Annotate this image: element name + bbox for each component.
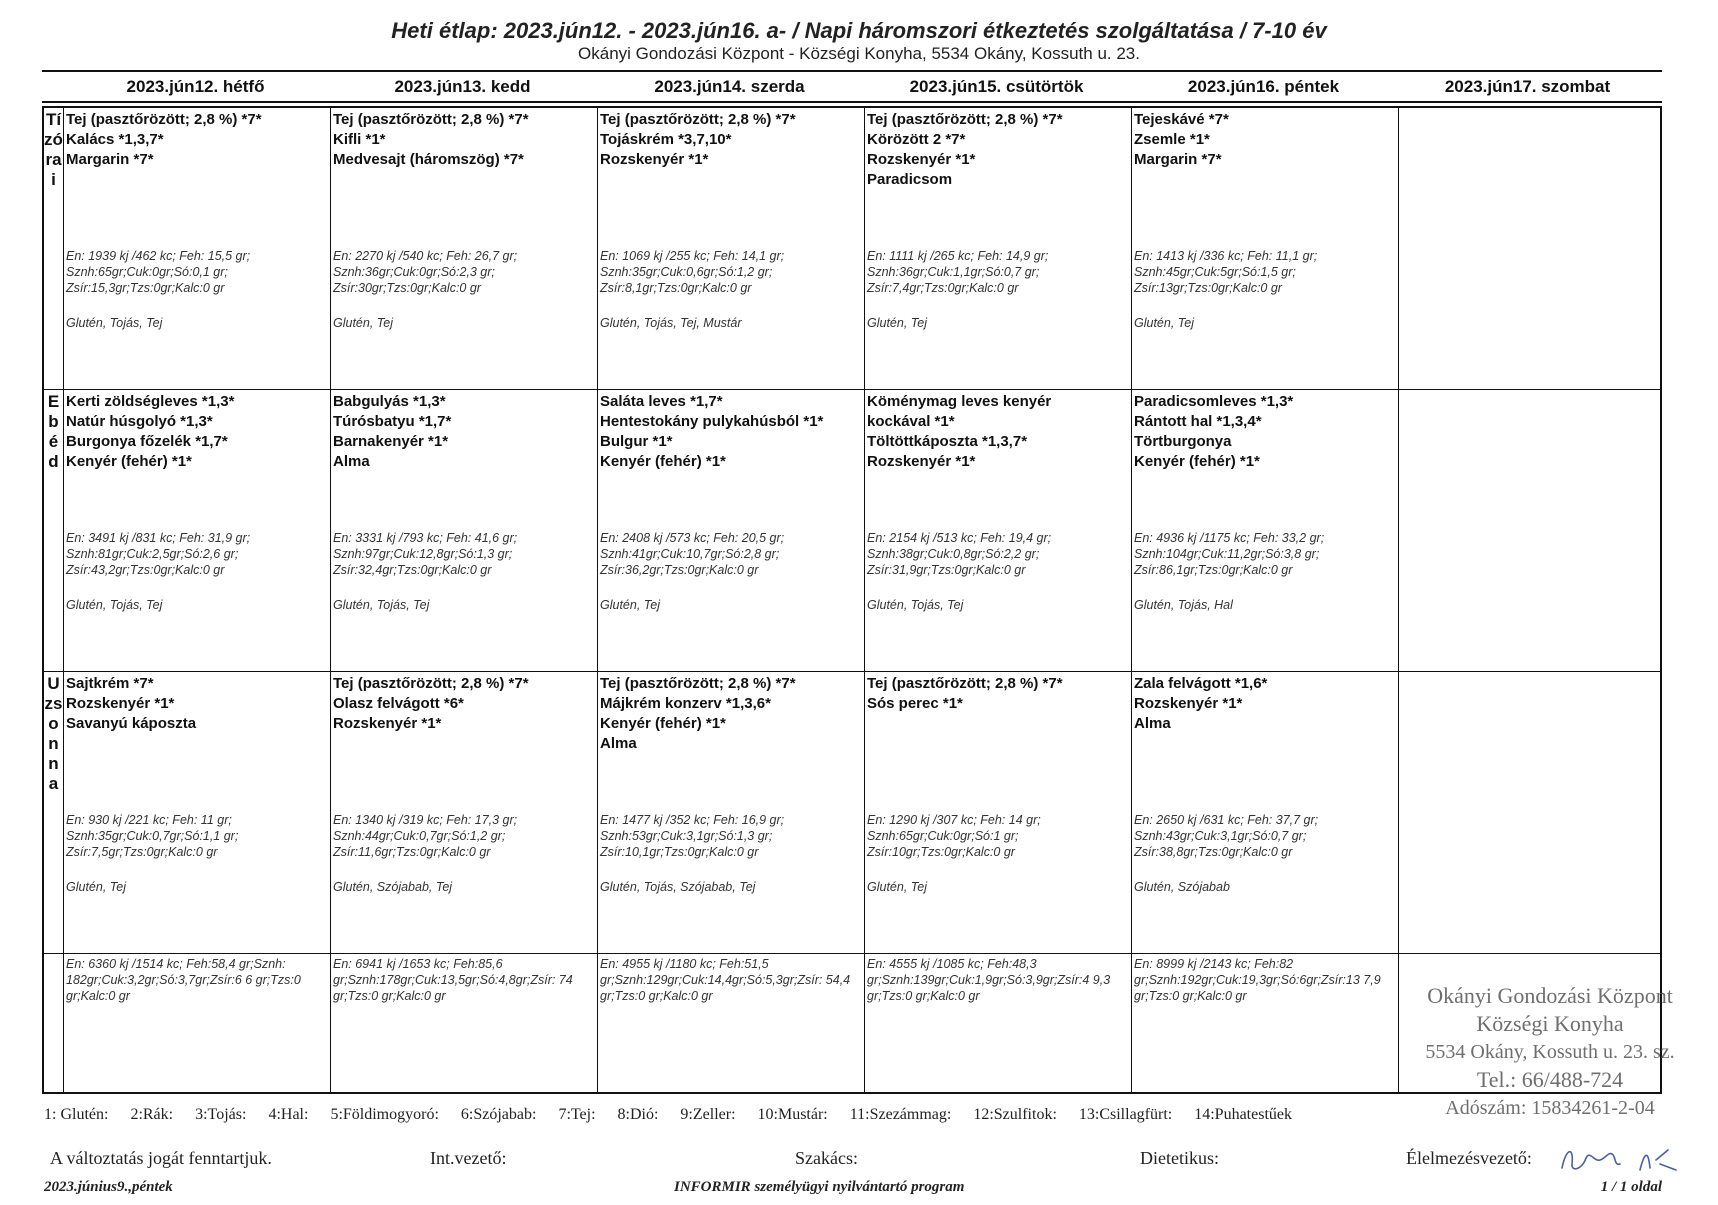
nutrition-line: Zsír:32,4gr;Tzs:0gr;Kalc:0 gr: [333, 563, 492, 577]
nutrition-line: En: 930 kj /221 kc; Feh: 11 gr;: [66, 813, 232, 827]
dish-item: Tej (pasztőrözött; 2,8 %) *7*: [600, 675, 796, 692]
nutrition-line: En: 3331 kj /793 kc; Feh: 41,6 gr;: [333, 531, 518, 545]
dish-item: Margarin *7*: [66, 151, 154, 168]
nutrition-line: Sznh:53gr;Cuk:3,1gr;Só:1,3 gr;: [600, 829, 773, 843]
allergen-list: Glutén, Tojás, Szójabab, Tej: [600, 880, 756, 894]
meal-cell-tuesday: [331, 390, 598, 672]
nutrition-line: Sznh:97gr;Cuk:12,8gr;Só:1,3 gr;: [333, 547, 513, 561]
stamp-line: Adószám: 15834261-2-04: [1445, 1097, 1655, 1119]
dish-item: Medvesajt (háromszög) *7*: [333, 151, 524, 168]
institution-stamp: [1385, 982, 1715, 1122]
nutrition-line: En: 4936 kj /1175 kc; Feh: 33,2 gr;: [1134, 531, 1325, 545]
dish-list: [64, 672, 330, 734]
dish-list: [1399, 390, 1660, 392]
stamp-line: Tel.: 66/488-724: [1476, 1067, 1624, 1092]
nutrition-info: [333, 530, 595, 578]
nutrition-line: Zsír:15,3gr;Tzs:0gr;Kalc:0 gr: [66, 281, 225, 295]
dish-item: Barnakenyér *1*: [333, 433, 449, 450]
dish-item: Köménymag leves kenyér: [867, 393, 1052, 410]
nutrition-line: Zsír:7,4gr;Tzs:0gr;Kalc:0 gr: [867, 281, 1019, 295]
handwritten-signature: [1556, 1140, 1706, 1176]
dish-item: Rántott hal *1,3,4*: [1134, 413, 1262, 430]
dish-list: [64, 390, 330, 472]
dish-list: [598, 672, 864, 754]
nutrition-line: Zsír:13gr;Tzs:0gr;Kalc:0 gr: [1134, 281, 1282, 295]
nutrition-line: En: 2408 kj /573 kc; Feh: 20,5 gr;: [600, 531, 785, 545]
legend-item: 8:Dió:: [617, 1106, 659, 1123]
nutrition-line: Zsír:43,2gr;Tzs:0gr;Kalc:0 gr: [66, 563, 225, 577]
legend-item: 6:Szójabab:: [460, 1106, 537, 1123]
allergen-list: Glutén, Tej: [867, 316, 927, 330]
dish-item: Sós perec *1*: [867, 695, 963, 712]
meal-cell-thursday: [865, 108, 1132, 390]
dish-list: [865, 672, 1131, 714]
day-header-saturday: 2023.jún17. szombat: [1444, 77, 1611, 96]
dish-item: Töltöttkáposzta *1,3,7*: [867, 433, 1028, 450]
daily-total-text: En: 8999 kj /2143 kc; Feh:82 gr;Sznh:192gr;Cuk:19,3gr;Só:6gr;Zsír:13 7,9 gr;Tzs:0 gr;Kalc:0 gr: [1134, 957, 1381, 1003]
nutrition-info: [600, 812, 862, 860]
nutrition-line: Zsír:8,1gr;Tzs:0gr;Kalc:0 gr: [600, 281, 752, 295]
allergen-list: Glutén, Szójabab: [1134, 880, 1230, 894]
day-header-spacer: [42, 73, 62, 101]
nutrition-info: [600, 248, 862, 296]
stamp-line: Községi Konyha: [1476, 1011, 1624, 1036]
header-rule: [42, 70, 1662, 72]
nutrition-line: Zsír:7,5gr;Tzs:0gr;Kalc:0 gr: [66, 845, 218, 859]
day-header-wednesday: 2023.jún14. szerda: [654, 77, 805, 96]
daily-total-monday: [64, 954, 331, 1092]
daily-total-tuesday: [331, 954, 598, 1092]
allergen-list: Glutén, Tej: [867, 880, 927, 894]
dish-list: [1399, 672, 1660, 674]
dish-item: Tej (pasztőrözött; 2,8 %) *7*: [600, 111, 796, 128]
nutrition-line: En: 1340 kj /319 kc; Feh: 17,3 gr;: [333, 813, 518, 827]
nutrition-line: Sznh:65gr;Cuk:0gr;Só:0,1 gr;: [66, 265, 228, 279]
legend-item: 1: Glutén:: [44, 1106, 109, 1123]
daily-total-wednesday: [598, 954, 865, 1092]
dish-item: Tej (pasztőrözött; 2,8 %) *7*: [867, 111, 1063, 128]
legend-item: 9:Zeller:: [680, 1106, 736, 1123]
allergen-list: Glutén, Tojás, Tej: [66, 598, 163, 612]
nutrition-line: En: 2650 kj /631 kc; Feh: 37,7 gr;: [1134, 813, 1319, 827]
meal-cell-monday: [64, 672, 331, 954]
allergen-legend: [44, 1106, 1704, 1124]
daily-total-thursday: [865, 954, 1132, 1092]
dish-list: [331, 390, 597, 472]
dish-item: Saláta leves *1,7*: [600, 393, 723, 410]
allergen-list: Glutén, Tojás, Tej: [333, 598, 430, 612]
dish-item: Kenyér (fehér) *1*: [600, 453, 726, 470]
dietetikus-label: Dietetikus:: [1140, 1148, 1219, 1168]
nutrition-line: Sznh:38gr;Cuk:0,8gr;Só:2,2 gr;: [867, 547, 1040, 561]
legend-item: 14:Puhatestűek: [1194, 1106, 1292, 1123]
dish-list: [64, 108, 330, 170]
dish-item: Tej (pasztőrözött; 2,8 %) *7*: [333, 675, 529, 692]
dish-item: Törtburgonya: [1134, 433, 1232, 450]
legend-item: 11:Szezámmag:: [849, 1106, 952, 1123]
legend-item: 3:Tojás:: [195, 1106, 247, 1123]
day-header-row: [42, 73, 1662, 103]
dish-item: Tej (pasztőrözött; 2,8 %) *7*: [66, 111, 262, 128]
meal-cell-wednesday: [598, 672, 865, 954]
signature-row: [50, 1148, 1650, 1170]
nutrition-line: Sznh:43gr;Cuk:3,1gr;Só:0,7 gr;: [1134, 829, 1307, 843]
dish-list: [865, 108, 1131, 190]
nutrition-line: Sznh:36gr;Cuk:0gr;Só:2,3 gr;: [333, 265, 495, 279]
totals-label-cell: [44, 954, 64, 1092]
allergen-list: Glutén, Szójabab, Tej: [333, 880, 453, 894]
meal-cell-friday: [1132, 108, 1399, 390]
nutrition-line: Zsír:10,1gr;Tzs:0gr;Kalc:0 gr: [600, 845, 759, 859]
dish-item: Rozskenyér *1*: [867, 453, 976, 470]
meal-label-0: Tízórai: [44, 110, 63, 189]
dish-item: Tejeskávé *7*: [1134, 111, 1229, 128]
dish-item: Rozskenyér *1*: [600, 151, 709, 168]
nutrition-info: [867, 812, 1129, 860]
szakacs-label: Szakács:: [795, 1148, 858, 1168]
dish-item: Kerti zöldségleves *1,3*: [66, 393, 235, 410]
meal-cell-thursday: [865, 672, 1132, 954]
dish-list: [1399, 108, 1660, 110]
meal-cell-wednesday: [598, 390, 865, 672]
day-header-thursday: 2023.jún15. csütörtök: [909, 77, 1084, 96]
dish-item: Burgonya főzelék *1,7*: [66, 433, 228, 450]
dish-item: Kifli *1*: [333, 131, 386, 148]
dish-item: Rozskenyér *1*: [867, 151, 976, 168]
dish-list: [1132, 390, 1398, 472]
program-name: INFORMIR személyügyi nyilvántartó program: [674, 1179, 965, 1195]
dish-item: Alma: [333, 453, 370, 470]
dish-item: Rozskenyér *1*: [333, 715, 442, 732]
dish-item: Alma: [1134, 715, 1171, 732]
nutrition-line: En: 2270 kj /540 kc; Feh: 26,7 gr;: [333, 249, 518, 263]
dish-item: Körözött 2 *7*: [867, 131, 966, 148]
nutrition-line: Sznh:45gr;Cuk:5gr;Só:1,5 gr;: [1134, 265, 1296, 279]
dish-item: Sajtkrém *7*: [66, 675, 154, 692]
meal-label-1: Ebéd: [47, 392, 60, 471]
dish-list: [1132, 108, 1398, 170]
daily-total-text: En: 6941 kj /1653 kc; Feh:85,6 gr;Sznh:178gr;Cuk:13,5gr;Só:4,8gr;Zsír: 74 gr;Tzs:0 gr;Kalc:0 gr: [333, 957, 573, 1003]
allergen-list: Glutén, Tojás, Tej: [66, 316, 163, 330]
meal-label-cell: [44, 108, 64, 390]
allergen-list: Glutén, Tojás, Tej, Mustár: [600, 316, 742, 330]
menu-subtitle: Okányi Gondozási Központ - Községi Konyha, 5534 Okány, Kossuth u. 23.: [578, 44, 1140, 63]
nutrition-line: Sznh:41gr;Cuk:10,7gr;Só:2,8 gr;: [600, 547, 780, 561]
nutrition-info: [333, 812, 595, 860]
nutrition-line: Zsír:31,9gr;Tzs:0gr;Kalc:0 gr: [867, 563, 1026, 577]
meal-cell-tuesday: [331, 108, 598, 390]
day-header-friday: 2023.jún16. péntek: [1187, 77, 1340, 96]
nutrition-line: Sznh:65gr;Cuk:0gr;Só:1 gr;: [867, 829, 1019, 843]
nutrition-line: Zsír:38,8gr;Tzs:0gr;Kalc:0 gr: [1134, 845, 1293, 859]
dish-list: [865, 390, 1131, 472]
legend-item: 12:Szulfitok:: [973, 1106, 1057, 1123]
menu-title: Heti étlap: 2023.jún12. - 2023.jún16. a- / Napi háromszori étkeztetés szolgáltatása / 7-10 év: [391, 18, 1327, 43]
dish-item: Kenyér (fehér) *1*: [600, 715, 726, 732]
dish-item: Rozskenyér *1*: [66, 695, 175, 712]
nutrition-info: [600, 530, 862, 578]
nutrition-line: En: 1939 kj /462 kc; Feh: 15,5 gr;: [66, 249, 251, 263]
nutrition-line: Sznh:35gr;Cuk:0,6gr;Só:1,2 gr;: [600, 265, 773, 279]
meal-label-cell: [44, 672, 64, 954]
dish-list: [331, 108, 597, 170]
dish-list: [598, 108, 864, 170]
dish-item: Paradicsomleves *1,3*: [1134, 393, 1294, 410]
nutrition-line: Zsír:86,1gr;Tzs:0gr;Kalc:0 gr: [1134, 563, 1293, 577]
nutrition-line: Zsír:10gr;Tzs:0gr;Kalc:0 gr: [867, 845, 1015, 859]
dish-item: Natúr húsgolyó *1,3*: [66, 413, 213, 430]
day-header-tuesday: 2023.jún13. kedd: [394, 77, 531, 96]
daily-total-friday: [1132, 954, 1399, 1092]
nutrition-info: [333, 248, 595, 296]
allergen-list: Glutén, Tojás, Tej: [867, 598, 964, 612]
nutrition-line: Sznh:81gr;Cuk:2,5gr;Só:2,6 gr;: [66, 547, 239, 561]
nutrition-line: En: 1111 kj /265 kc; Feh: 14,9 gr;: [867, 249, 1049, 263]
legend-item: 7:Tej:: [558, 1106, 596, 1123]
meal-cell-tuesday: [331, 672, 598, 954]
meal-cell-saturday: [1399, 390, 1660, 672]
dish-item: Margarin *7*: [1134, 151, 1222, 168]
day-header-monday: 2023.jún12. hétfő: [126, 77, 265, 96]
nutrition-line: Zsír:11,6gr;Tzs:0gr;Kalc:0 gr: [333, 845, 491, 859]
dish-item: Rozskenyér *1*: [1134, 695, 1243, 712]
nutrition-line: En: 3491 kj /831 kc; Feh: 31,9 gr;: [66, 531, 251, 545]
allergen-list: Glutén, Tojás, Hal: [1134, 598, 1233, 612]
allergen-list: Glutén, Tej: [66, 880, 126, 894]
nutrition-line: En: 2154 kj /513 kc; Feh: 19,4 gr;: [867, 531, 1052, 545]
nutrition-info: [867, 248, 1129, 296]
dish-item: Paradicsom: [867, 171, 953, 188]
dish-item: Alma: [600, 735, 637, 752]
elelmezesvezeto-label: Élelmezésvezető:: [1406, 1148, 1532, 1168]
dish-item: Tej (pasztőrözött; 2,8 %) *7*: [333, 111, 529, 128]
allergen-list: Glutén, Tej: [1134, 316, 1194, 330]
dish-item: Kalács *1,3,7*: [66, 131, 164, 148]
dish-item: Zala felvágott *1,6*: [1134, 675, 1268, 692]
nutrition-line: Sznh:104gr;Cuk:11,2gr;Só:3,8 gr;: [1134, 547, 1320, 561]
meal-cell-saturday: [1399, 108, 1660, 390]
meal-cell-wednesday: [598, 108, 865, 390]
nutrition-line: Zsír:30gr;Tzs:0gr;Kalc:0 gr: [333, 281, 481, 295]
meal-cell-monday: [64, 108, 331, 390]
nutrition-info: [867, 530, 1129, 578]
dish-item: Májkrém konzerv *1,3,6*: [600, 695, 771, 712]
nutrition-line: Sznh:44gr;Cuk:0,7gr;Só:1,2 gr;: [333, 829, 506, 843]
dish-item: Hentestokány pulykahúsból *1*: [600, 413, 824, 430]
nutrition-line: En: 1413 kj /336 kc; Feh: 11,1 gr;: [1134, 249, 1318, 263]
daily-total-text: En: 4955 kj /1180 kc; Feh:51,5 gr;Sznh:129gr;Cuk:14,4gr;Só:5,3gr;Zsír: 54,4 gr;Tzs:0 gr;Kalc:0 gr: [600, 957, 851, 1003]
legend-item: 10:Mustár:: [757, 1106, 828, 1123]
meal-cell-friday: [1132, 672, 1399, 954]
print-date: 2023.június9.,péntek: [44, 1179, 173, 1195]
dish-item: Kenyér (fehér) *1*: [1134, 453, 1260, 470]
stamp-line: 5534 Okány, Kossuth u. 23. sz.: [1425, 1041, 1675, 1063]
dish-item: kockával *1*: [867, 413, 955, 430]
legend-item: 5:Földimogyoró:: [330, 1106, 439, 1123]
nutrition-info: [66, 530, 328, 578]
meal-cell-saturday: [1399, 672, 1660, 954]
page-footer: [44, 1179, 1662, 1199]
nutrition-line: En: 1069 kj /255 kc; Feh: 14,1 gr;: [600, 249, 785, 263]
dish-list: [331, 672, 597, 734]
meal-label-2: Uzsonna: [44, 674, 63, 793]
legend-item: 13:Csillagfürt:: [1078, 1106, 1173, 1123]
meal-cell-friday: [1132, 390, 1399, 672]
legend-item: 4:Hal:: [268, 1106, 309, 1123]
dish-item: Savanyú káposzta: [66, 715, 197, 732]
dish-item: Olasz felvágott *6*: [333, 695, 464, 712]
nutrition-line: En: 1477 kj /352 kc; Feh: 16,9 gr;: [600, 813, 785, 827]
nutrition-info: [66, 812, 328, 860]
nutrition-info: [1134, 248, 1396, 296]
dish-item: Kenyér (fehér) *1*: [66, 453, 192, 470]
daily-total-text: En: 6360 kj /1514 kc; Feh:58,4 gr;Sznh: 182gr;Cuk:3,2gr;Só:3,7gr;Zsír:6 6 gr;Tzs:0 gr;Kalc:0 gr: [66, 957, 301, 1003]
nutrition-line: Sznh:35gr;Cuk:0,7gr;Só:1,1 gr;: [66, 829, 239, 843]
stamp-line: Okányi Gondozási Központ: [1427, 983, 1673, 1008]
dish-item: Bulgur *1*: [600, 433, 673, 450]
rights-note: A változtatás jogát fenntartjuk.: [50, 1148, 272, 1168]
dish-item: Tej (pasztőrözött; 2,8 %) *7*: [867, 675, 1063, 692]
menu-grid: [42, 106, 1662, 1094]
allergen-list: Glutén, Tej: [600, 598, 660, 612]
meal-cell-monday: [64, 390, 331, 672]
nutrition-info: [1134, 812, 1396, 860]
int-vezeto-label: Int.vezető:: [430, 1148, 507, 1168]
nutrition-line: En: 1290 kj /307 kc; Feh: 14 gr;: [867, 813, 1041, 827]
dish-item: Zsemle *1*: [1134, 131, 1210, 148]
meal-cell-thursday: [865, 390, 1132, 672]
daily-total-text: En: 4555 kj /1085 kc; Feh:48,3 gr;Sznh:139gr;Cuk:1,9gr;Só:3,9gr;Zsír:4 9,3 gr;Tzs:0 gr;Kalc:0 gr: [867, 957, 1111, 1003]
nutrition-info: [66, 248, 328, 296]
meal-label-cell: [44, 390, 64, 672]
nutrition-info: [1134, 530, 1396, 578]
dish-list: [1132, 672, 1398, 734]
dish-item: Babgulyás *1,3*: [333, 393, 446, 410]
page-number: 1 / 1 oldal: [1600, 1179, 1662, 1195]
allergen-list: Glutén, Tej: [333, 316, 393, 330]
dish-item: Túrósbatyu *1,7*: [333, 413, 452, 430]
nutrition-line: Zsír:36,2gr;Tzs:0gr;Kalc:0 gr: [600, 563, 759, 577]
nutrition-line: Sznh:36gr;Cuk:1,1gr;Só:0,7 gr;: [867, 265, 1040, 279]
dish-item: Tojáskrém *3,7,10*: [600, 131, 732, 148]
legend-item: 2:Rák:: [130, 1106, 174, 1123]
dish-list: [598, 390, 864, 472]
